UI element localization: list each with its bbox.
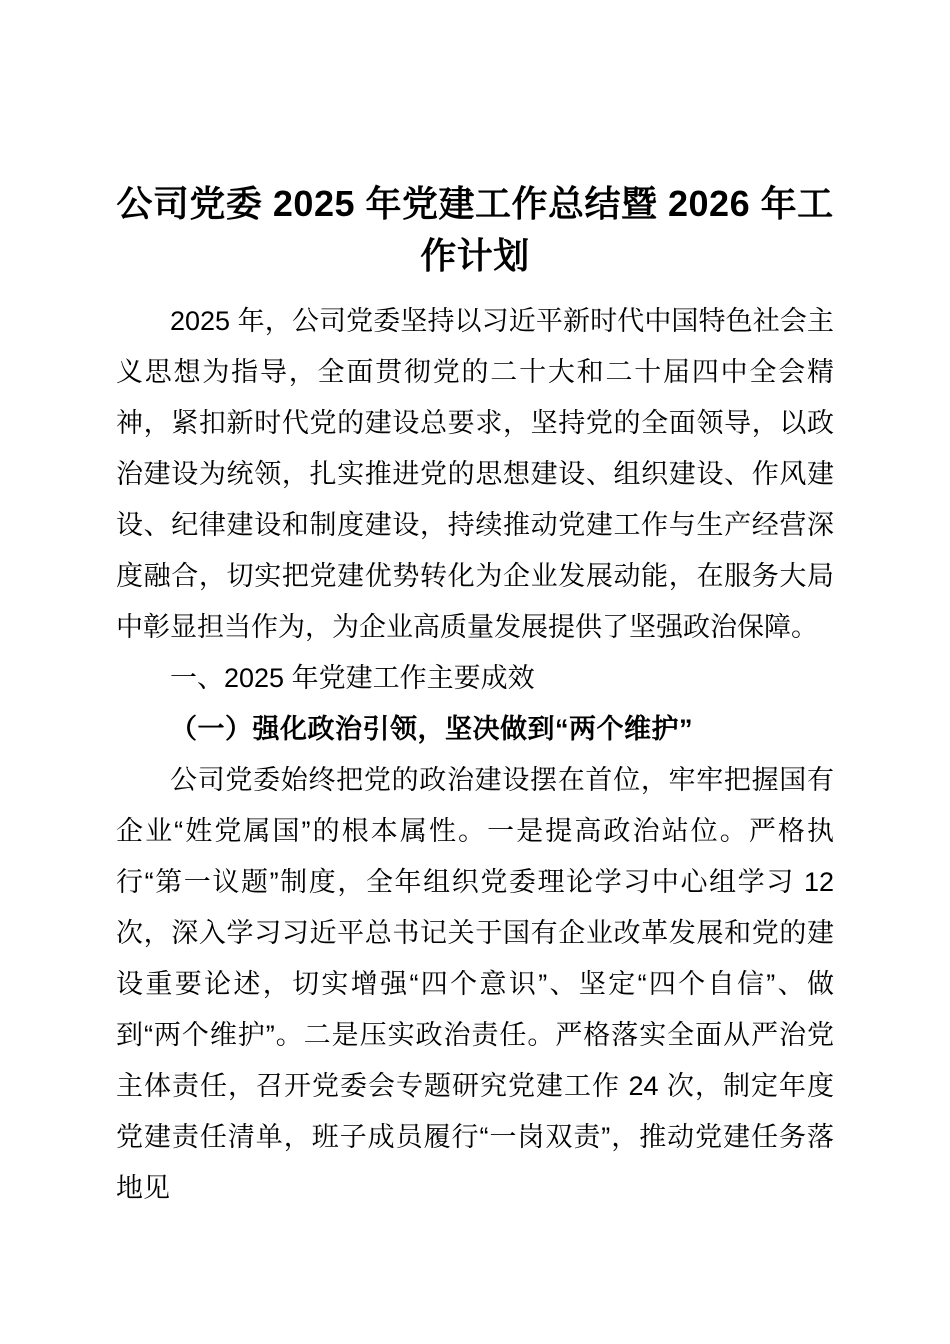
intro-paragraph: 2025 年，公司党委坚持以习近平新时代中国特色社会主义思想为指导，全面贯彻党的二十大和二十届四中全会精神，紧扣新时代党的建设总要求，坚持党的全面领导，以政治建设为统领，扎实推进党的思想建设、组织建设、作风建设、纪律建设和制度建设，持续推动党建工作与生产经营深度融合，切实把党建优势转化为企业发展动能，在服务大局中彰显担当作为，为企业高质量发展提供了坚强政治保障。: [116, 306, 834, 642]
section-1-heading: 一、2025 年党建工作主要成效: [170, 663, 535, 693]
section-1-1-paragraph: 公司党委始终把党的政治建设摆在首位，牢牢把握国有企业“姓党属国”的根本属性。一是提高政治站位。严格执行“第一议题”制度，全年组织党委理论学习中心组学习 12 次，深入学习习近平总书记关于国有企业改革发展和党的建设重要论述，切实增强“四个意识”、坚定“四个自信”、做到“两个维护”。二是压实政治责任。严格落实全面从严治党主体责任，召开党委会专题研究党建工作 24 次，制定年度党建责任清单，班子成员履行“一岗双责”，推动党建任务落地见: [116, 765, 834, 1203]
document-title: 公司党委 2025 年党建工作总结暨 2026 年工作计划: [116, 183, 834, 276]
section-1-1-heading: （一）强化政治引领，坚决做到“两个维护”: [170, 714, 693, 744]
